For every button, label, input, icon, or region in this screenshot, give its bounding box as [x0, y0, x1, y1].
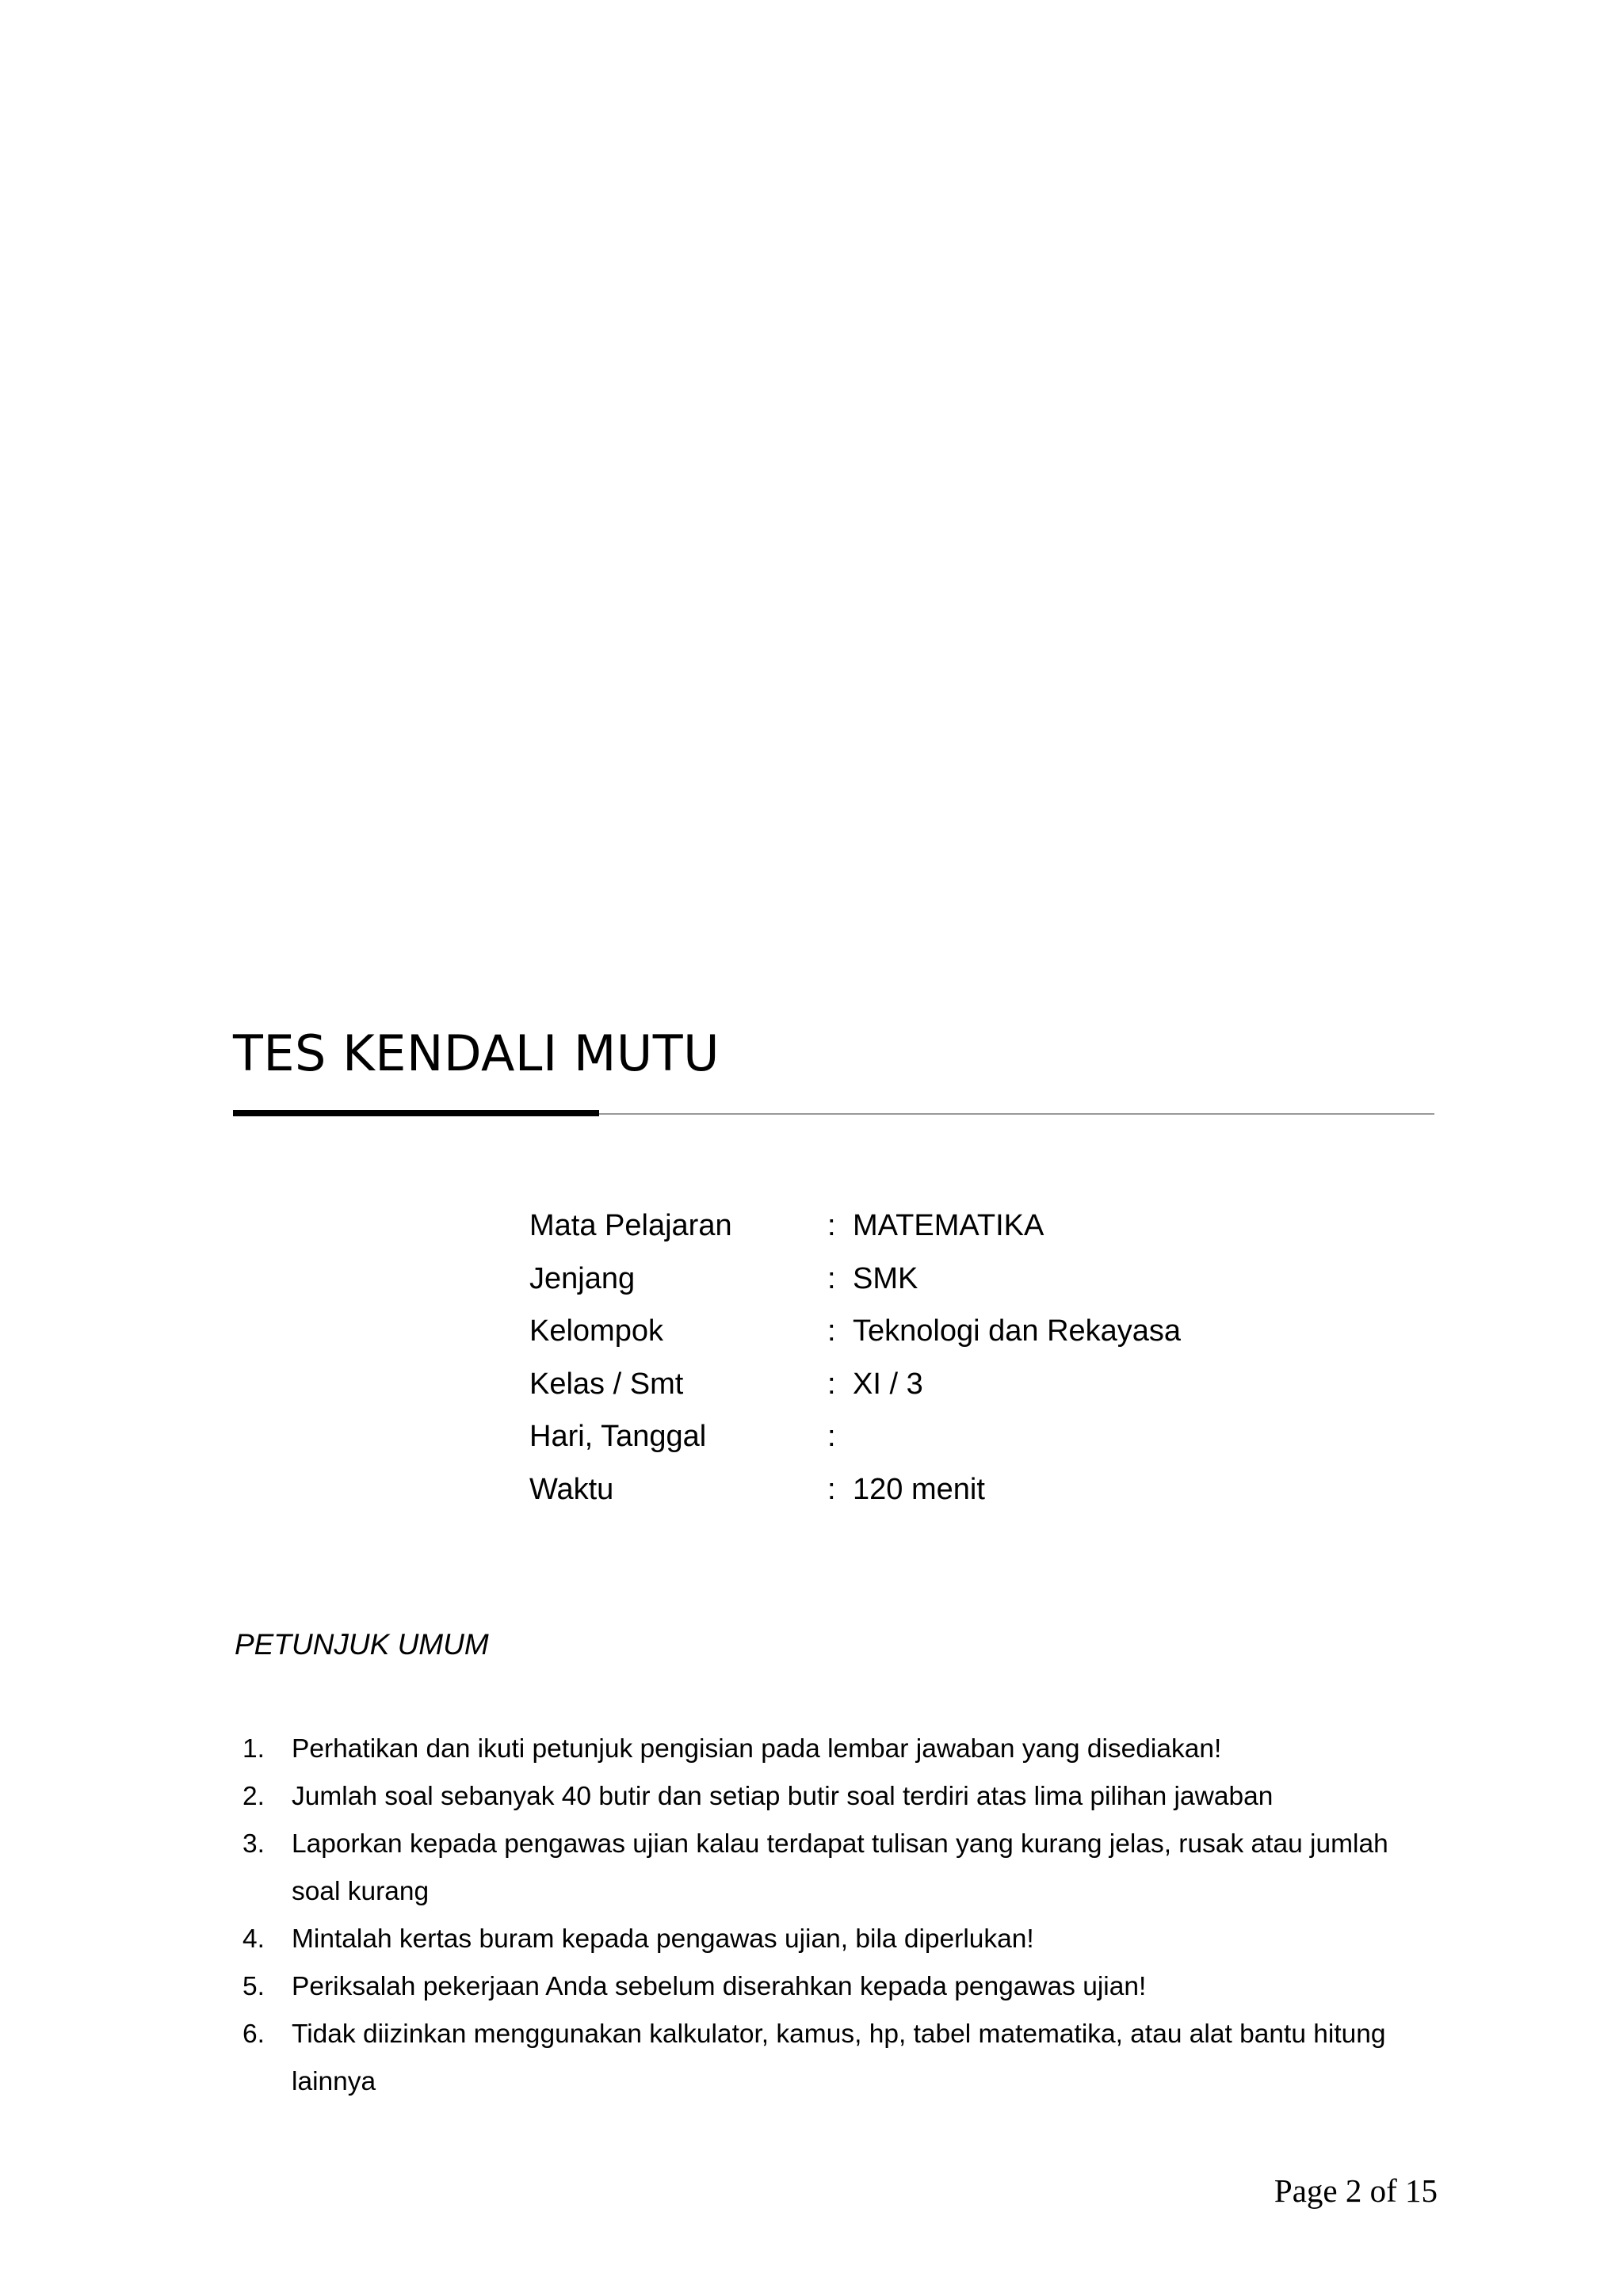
list-item-number: 4.	[242, 1924, 265, 1954]
list-item	[235, 1963, 1439, 2011]
info-row-subject	[529, 1199, 1181, 1253]
list-item-number: 3.	[242, 1829, 265, 1859]
info-colon: :	[827, 1261, 836, 1295]
list-item-number: 1.	[242, 1734, 265, 1764]
list-item	[235, 1916, 1439, 1963]
info-value: XI / 3	[853, 1367, 923, 1401]
instructions-heading: PETUNJUK UMUM	[235, 1628, 489, 1661]
info-row-duration	[529, 1463, 1181, 1516]
list-item-number: 2.	[242, 1782, 265, 1811]
list-item-text: Mintalah kertas buram kepada pengawas ujian, bila diperlukan!	[292, 1924, 1034, 1954]
list-item-text: Tidak diizinkan menggunakan kalkulator, kamus, hp, tabel matematika, atau alat bantu hitung lainnya	[292, 2019, 1386, 2096]
info-value: SMK	[853, 1261, 918, 1295]
info-value: 120 menit	[853, 1472, 985, 1506]
title-underline-accent	[233, 1110, 599, 1116]
info-row-date	[529, 1410, 1181, 1463]
title-block	[233, 1022, 1434, 1085]
list-item-number: 5.	[242, 1972, 265, 2001]
list-item-text: Jumlah soal sebanyak 40 butir dan setiap butir soal terdiri atas lima pilihan jawaban	[292, 1782, 1274, 1811]
info-value: MATEMATIKA	[853, 1209, 1044, 1242]
info-colon: :	[827, 1314, 836, 1348]
info-label: Kelas / Smt	[529, 1367, 684, 1401]
info-label: Kelompok	[529, 1314, 663, 1348]
info-colon: :	[827, 1209, 836, 1242]
title-clip	[233, 1022, 720, 1085]
info-label: Mata Pelajaran	[529, 1209, 732, 1242]
page-title: TES KENDALI MUTU	[233, 1024, 720, 1082]
instructions-list	[235, 1726, 1439, 2106]
info-label: Waktu	[529, 1472, 614, 1506]
list-item	[235, 1773, 1439, 1821]
list-item-text: Laporkan kepada pengawas ujian kalau terdapat tulisan yang kurang jelas, rusak atau jumlah soal kurang	[292, 1829, 1388, 1906]
list-item-text: Perhatikan dan ikuti petunjuk pengisian pada lembar jawaban yang disediakan!	[292, 1734, 1222, 1764]
info-colon: :	[827, 1420, 836, 1453]
info-row-level	[529, 1253, 1181, 1306]
list-item-number: 6.	[242, 2019, 265, 2049]
list-item	[235, 2011, 1439, 2106]
info-label: Hari, Tanggal	[529, 1420, 707, 1453]
page-number: Page 2 of 15	[1274, 2172, 1438, 2209]
list-item	[235, 1821, 1439, 1916]
info-value: Teknologi dan Rekayasa	[853, 1314, 1182, 1348]
info-row-class-semester	[529, 1358, 1181, 1411]
info-colon: :	[827, 1472, 836, 1506]
list-item-text: Periksalah pekerjaan Anda sebelum diserahkan kepada pengawas ujian!	[292, 1972, 1147, 2001]
info-row-group	[529, 1305, 1181, 1358]
exam-info-table	[529, 1199, 1181, 1516]
list-item	[235, 1726, 1439, 1773]
info-label: Jenjang	[529, 1261, 636, 1295]
info-colon: :	[827, 1367, 836, 1401]
